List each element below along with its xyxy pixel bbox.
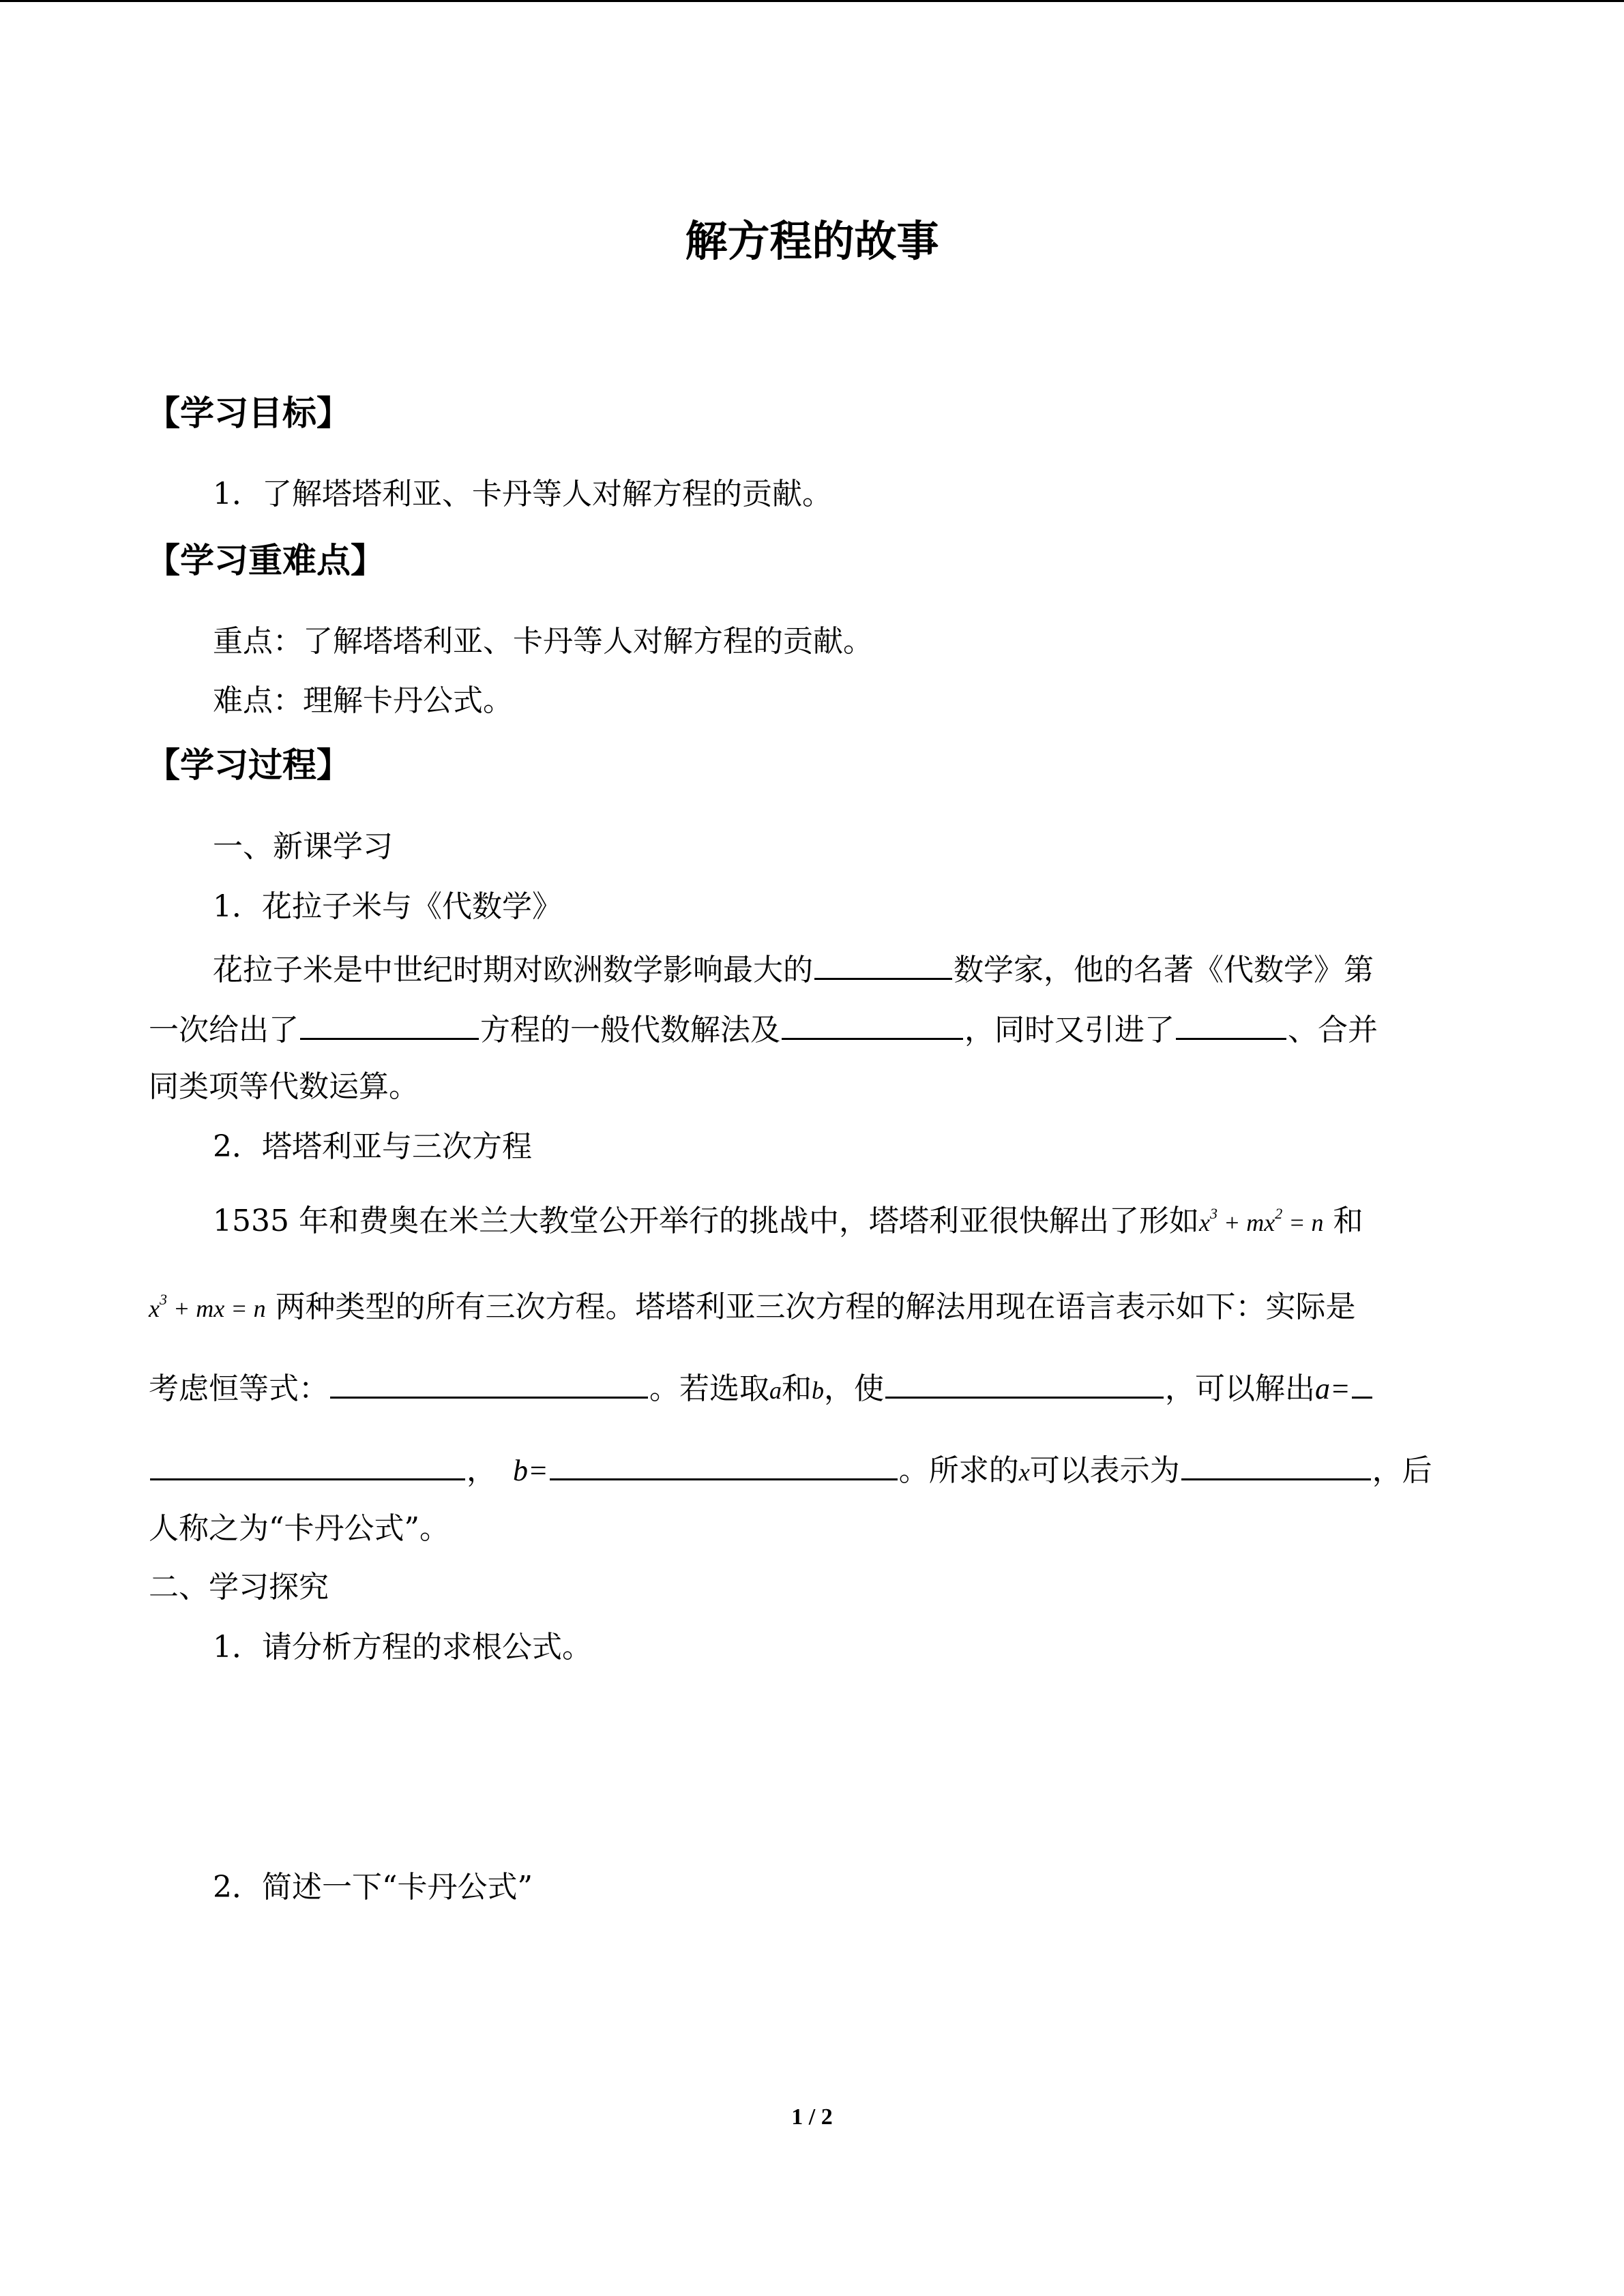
item1-paragraph-line3: 同类项等代数运算。 [149, 1069, 419, 1104]
focus-heading: 【学习重难点】 [146, 541, 385, 580]
item2-text: ，使 [824, 1371, 884, 1406]
item2-paragraph-line1 [213, 1195, 1363, 1242]
item1-paragraph-line2 [149, 1008, 1378, 1049]
item2-text: 。所求的 [898, 1453, 1019, 1488]
question-2: 2．简述一下“卡丹公式” [213, 1870, 533, 1905]
item2-title: 2．塔塔利亚与三次方程 [213, 1129, 532, 1164]
fill-blank[interactable] [885, 1367, 1164, 1399]
equation-cubic-mx: $x^3$ + mx = n [149, 1291, 266, 1322]
fill-blank[interactable] [782, 1008, 963, 1040]
var-a: a [1315, 1372, 1330, 1405]
item2-text: 考虑恒等式： [149, 1371, 329, 1406]
top-border [0, 0, 1624, 2]
var-x: x [1018, 1459, 1030, 1486]
item2-text: 两种类型的所有三次方程。塔塔利亚三次方程的解法用现在语言表示如下：实际是 [275, 1289, 1356, 1324]
item1-text: 一次给出了 [149, 1013, 299, 1047]
fill-blank[interactable] [1176, 1008, 1286, 1040]
item1-text: 、合并 [1288, 1013, 1378, 1047]
question-1: 1．请分析方程的求根公式。 [213, 1630, 592, 1665]
fill-blank[interactable] [1352, 1367, 1372, 1399]
goals-heading: 【学习目标】 [146, 393, 351, 433]
fill-blank[interactable] [550, 1448, 898, 1480]
equals-sign: = [528, 1454, 548, 1487]
item2-text: 和 [1333, 1204, 1363, 1238]
item1-text: 花拉子米是中世纪时期对欧洲数学影响最大的 [213, 953, 813, 987]
item1-title: 1．花拉子米与《代数学》 [213, 889, 562, 924]
equals-sign: = [1330, 1372, 1350, 1405]
var-b: b [513, 1454, 528, 1487]
part2-title: 二、学习探究 [149, 1570, 329, 1605]
fill-blank[interactable] [300, 1008, 479, 1040]
item2-paragraph-line4 [149, 1448, 1432, 1491]
item2-paragraph-line5: 人称之为“卡丹公式”。 [149, 1511, 449, 1546]
equation-cubic-mx2: $x^3 + mx^2 = n$ [1198, 1205, 1324, 1236]
var-a: a [769, 1377, 782, 1404]
item2-text: ，可以解出 [1165, 1371, 1315, 1406]
item2-paragraph-line2 [149, 1281, 1356, 1328]
item1-text: 数学家，他的名著《代数学》第 [954, 953, 1374, 987]
item1-text: 方程的一般代数解法及 [480, 1013, 780, 1047]
item2-paragraph-line3 [149, 1367, 1374, 1410]
item1-text: ，同时又引进了 [964, 1013, 1175, 1047]
fill-blank[interactable] [814, 948, 952, 980]
item2-text: 1535 年和费奥在米兰大教堂公开举行的挑战中，塔塔利亚很快解出了形如 [213, 1204, 1199, 1238]
process-heading: 【学习过程】 [146, 745, 351, 785]
page-title: 解方程的故事 [685, 216, 939, 266]
focus-difficult: 难点：理解卡丹公式。 [213, 683, 513, 718]
fill-blank[interactable] [1181, 1448, 1371, 1480]
item2-text: 可以表示为 [1029, 1453, 1180, 1488]
page-number: 1 / 2 [791, 2104, 833, 2130]
focus-key: 重点：了解塔塔利亚、卡丹等人对解方程的贡献。 [213, 624, 873, 659]
fill-blank[interactable] [150, 1448, 465, 1480]
var-b: b [812, 1377, 824, 1404]
item2-text: 。若选取 [649, 1371, 769, 1406]
part1-title: 一、新课学习 [213, 829, 393, 864]
item2-text: 和 [782, 1371, 812, 1406]
item2-text: ，后 [1372, 1453, 1432, 1488]
fill-blank[interactable] [330, 1367, 648, 1399]
item1-paragraph-line1 [213, 948, 1374, 989]
goals-item-1: 1．了解塔塔利亚、卡丹等人对解方程的贡献。 [213, 477, 832, 511]
item2-text: ， [467, 1453, 497, 1488]
